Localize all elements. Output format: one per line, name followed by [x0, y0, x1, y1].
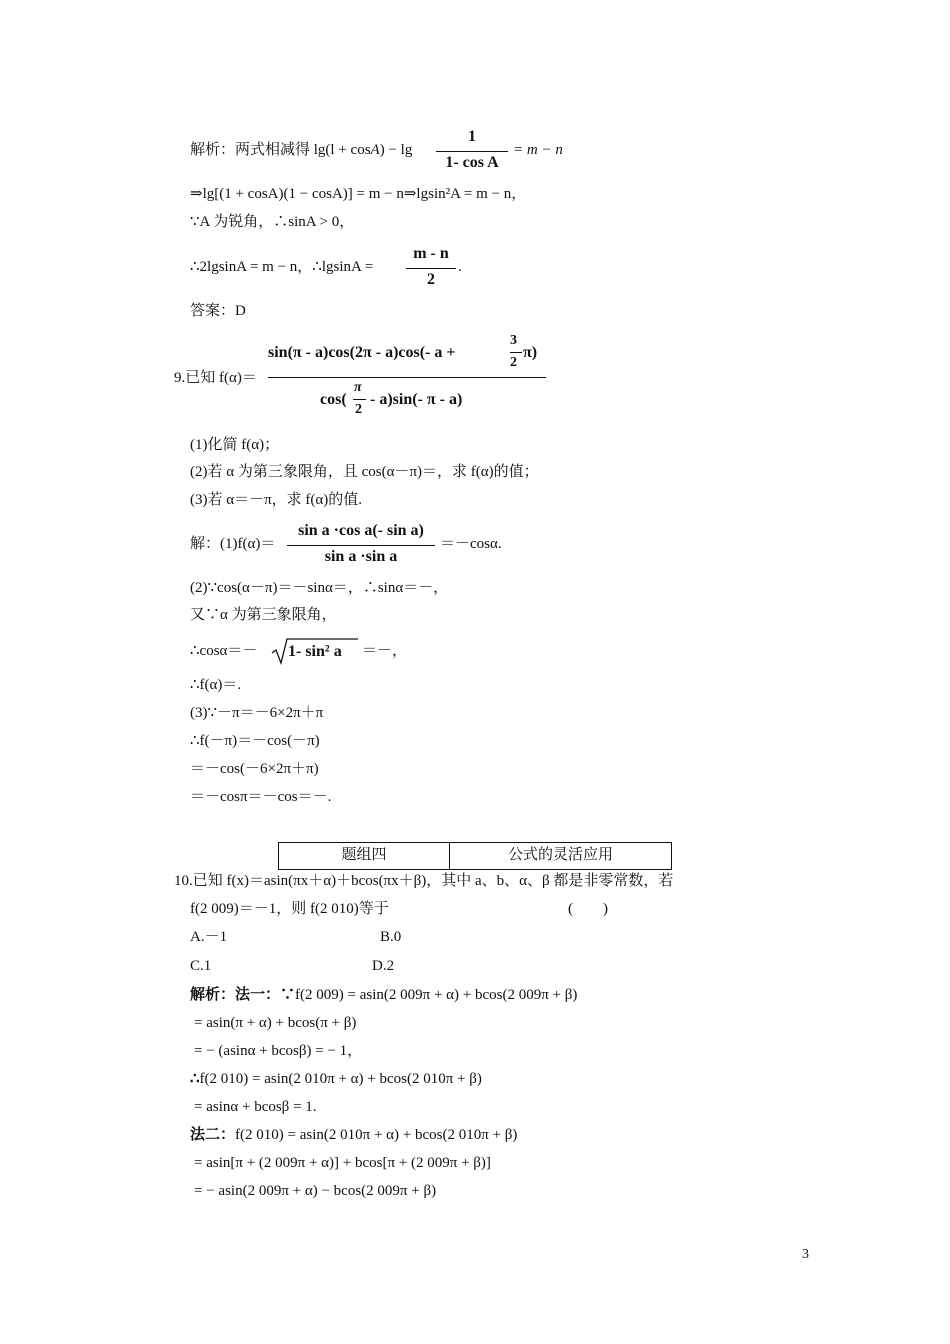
- topic-group-table: [278, 842, 672, 870]
- q10-option-a: A.－1: [190, 929, 228, 945]
- q8-solution-line3: ∵A 为锐角，∴sinA > 0，: [190, 214, 355, 230]
- q9-num-subfrac-bar: [510, 352, 522, 353]
- q10-sol-line6: [190, 1125, 517, 1145]
- group-topic-cell: 公式的灵活应用: [507, 847, 613, 863]
- q9-num-head: sin(π - a)cos(2π - a)cos(- a +: [268, 344, 456, 361]
- q9-sol1-suffix: ＝－cosα.: [440, 536, 502, 552]
- q9-num-tail: π): [523, 344, 538, 361]
- q10-sol-line4-text: f(2 010) = asin(2 010π + α) + bcos(2 010π + β): [199, 1071, 482, 1087]
- q9-sol3-line3: ＝－cos(－6×2π＋π): [190, 761, 319, 777]
- q10-sol-method2-label: 法二：: [190, 1127, 236, 1143]
- q8-solution-line2: ⇒lg[(1 + cosA)(1 − cosA)] = m − n⇒lgsin²A = m − n，: [190, 186, 527, 202]
- q9-sol3-line1: (3)∵－π＝－6×2π＋π: [190, 705, 324, 721]
- q9-frac-numerator: [268, 344, 456, 362]
- q10-answer-paren: ( ): [568, 901, 608, 917]
- q10-stem-line1: 10.已知 f(x)＝asin(πx＋α)＋bcos(πx＋β)，其中 a、b、α、β 都是非零常数，若: [174, 873, 674, 889]
- q9-sol2-line1: (2)∵cos(α－π)＝－sinα＝，∴sinα＝－，: [190, 580, 449, 596]
- q9-sol1-numerator: sin a ·cos a(- sin a): [298, 522, 424, 539]
- q8-line1-prefix: 解析：两式相减得 lg(l + cos: [190, 142, 371, 158]
- q10-sol-line8: = − asin(2 009π + α) − bcos(2 009π + β): [194, 1183, 437, 1199]
- q9-sol2-line3-prefix: ∴cosα＝－: [190, 643, 258, 659]
- q8-frac2-denominator: 2: [427, 271, 435, 288]
- q10-sol-line2: = asin(π + α) + bcos(π + β): [194, 1015, 357, 1031]
- q9-part3: (3)若 α＝－π，求 f(α)的值.: [190, 492, 363, 508]
- page-number: 3: [802, 1247, 809, 1262]
- q9-sol3-line4: ＝－cosπ＝－cos＝－.: [190, 789, 332, 805]
- q10-sol-line7: = asin[π + (2 009π + α)] + bcos[π + (2 009π + β)]: [194, 1155, 491, 1171]
- q9-part1: (1)化简 f(α)；: [190, 437, 280, 453]
- q9-sol1-bar: [287, 545, 435, 546]
- q10-option-c: C.1: [190, 958, 212, 974]
- q9-den-subfrac-den: 2: [355, 402, 362, 417]
- q9-main-fracbar: [268, 377, 546, 378]
- q9-sqrt-content: 1- sin² a: [288, 643, 342, 660]
- q10-sol-line4: [190, 1069, 482, 1089]
- q9-sol2-line4: ∴f(α)＝.: [190, 677, 242, 693]
- q8-line1-var: A: [370, 142, 380, 158]
- q8-frac1-bar: [436, 151, 508, 152]
- q10-sol-line6-text: f(2 010) = asin(2 010π + α) + bcos(2 010π + β): [235, 1127, 518, 1143]
- q8-frac1-denominator: 1- cos A: [445, 154, 499, 171]
- q10-option-b: B.0: [380, 929, 402, 945]
- q10-sol-method1-label: 解析：法一：∵: [190, 987, 296, 1003]
- q8-line4-suffix: .: [458, 259, 462, 275]
- q10-sol-line5: = asinα + bcosβ = 1.: [194, 1099, 317, 1115]
- q8-frac2-bar: [406, 268, 456, 269]
- q8-solution-line1: [190, 140, 412, 160]
- q8-line1-mid: ) − lg: [379, 142, 413, 158]
- q8-answer: 答案：D: [190, 303, 246, 319]
- q9-den-subfrac-num: π: [354, 380, 362, 395]
- q10-option-d: D.2: [372, 958, 395, 974]
- q9-sol2-line3-suffix: ＝－，: [362, 643, 408, 659]
- q10-stem-line2: f(2 009)＝－1，则 f(2 010)等于: [190, 901, 389, 917]
- q9-den-subfrac-bar: [353, 399, 366, 400]
- q9-num-subfrac-den: 2: [510, 355, 517, 370]
- q9-stem-prefix: 9.已知 f(α)＝: [174, 370, 257, 386]
- group-title-cell: 题组四: [279, 843, 450, 869]
- q8-solution-line4: ∴2lgsinA = m − n，∴lgsinA =: [190, 259, 374, 275]
- q9-part2: (2)若 α 为第三象限角，且 cos(α－π)＝，求 f(α)的值；: [190, 464, 539, 480]
- q10-sol-line1-text: f(2 009) = asin(2 009π + α) + bcos(2 009π + β): [295, 987, 578, 1003]
- q8-frac1-numerator: 1: [468, 128, 476, 145]
- q9-sol3-line2: ∴f(－π)＝－cos(－π): [190, 733, 320, 749]
- q9-num-subfrac-num: 3: [510, 333, 517, 348]
- q9-den-tail: - a)sin(- π - a): [370, 391, 463, 408]
- q9-sol1-denominator: sin a ·sin a: [324, 548, 398, 565]
- q9-den-head: cos(: [320, 391, 347, 408]
- q10-sol-line1: [190, 985, 577, 1005]
- q10-sol-line3: = − (asinα + bcosβ) = − 1，: [194, 1043, 363, 1059]
- q10-sol-therefore: ∴: [190, 1071, 200, 1087]
- q9-sol1-prefix: 解：(1)f(α)＝: [190, 536, 276, 552]
- q9-sol2-line2: 又∵α 为第三象限角，: [190, 607, 337, 623]
- q8-frac2-numerator: m - n: [413, 245, 449, 262]
- q8-line1-suffix: = m − n: [513, 142, 563, 158]
